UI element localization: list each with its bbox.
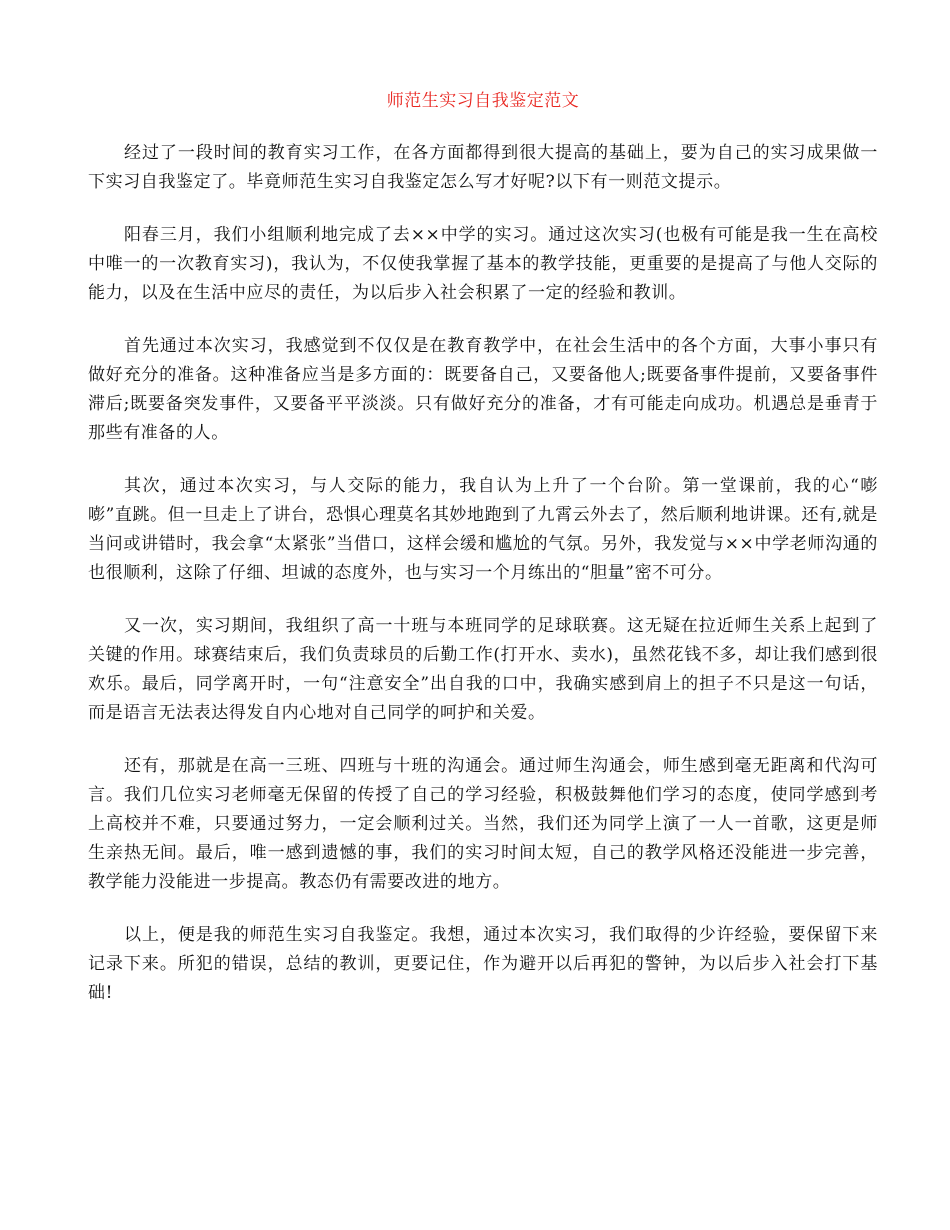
paragraph-football-match: 又一次，实习期间，我组织了高一十班与本班同学的足球联赛。这无疑在拉近师生关系上起到了关键的作用。球赛结束后，我们负责球员的后勤工作(打开水、卖水)，虽然花钱不多，却让我们感到很欢乐。最后，同学离开时，一句“注意安全”出自我的口中，我确实感到肩上的担子不只是这一句话，而是语言无法表达得发自内心地对自己同学的呵护和关爱。 (88, 616, 878, 723)
paragraph-class-meeting: 还有，那就是在高一三班、四班与十班的沟通会。通过师生沟通会，师生感到毫无距离和代沟可言。我们几位实习老师毫无保留的传授了自己的学习经验，积极鼓舞他们学习的态度，使同学感到考上高校并不难，只要通过努力，一定会顺利过关。当然，我们还为同学上演了一人一首歌，这更是师生亲热无间。最后，唯一感到遗憾的事，我们的实习时间太短，自己的教学风格还没能进一步完善，教学能力没能进一步提高。教态仍有需要改进的地方。 (88, 756, 878, 892)
paragraph-preparation: 首先通过本次实习，我感觉到不仅仅是在教育教学中，在社会生活中的各个方面，大事小事只有做好充分的准备。这种准备应当是多方面的：既要备自己，又要备他人;既要备事件提前，又要备事件滞后;既要备突发事件，又要备平平淡淡。只有做好充分的准备，才有可能走向成功。机遇总是垂青于那些有准备的人。 (88, 336, 878, 443)
paragraph-internship-overview: 阳春三月，我们小组顺利地完成了去××中学的实习。通过这次实习(也极有可能是我一生在高校中唯一的一次教育实习)，我认为，不仅使我掌握了基本的教学技能，更重要的是提高了与他人交际的能力，以及在生活中应尽的责任，为以后步入社会积累了一定的经验和教训。 (88, 225, 878, 303)
document-title: 师范生实习自我鉴定范文 (386, 91, 580, 111)
paragraph-intro: 经过了一段时间的教育实习工作，在各方面都得到很大提高的基础上，要为自己的实习成果做一下实习自我鉴定了。毕竟师范生实习自我鉴定怎么写才好呢?以下有一则范文提示。 (88, 143, 878, 192)
document-page (88, 82, 878, 1032)
paragraph-communication: 其次，通过本次实习，与人交际的能力，我自认为上升了一个台阶。第一堂课前，我的心“嘭嘭”直跳。但一旦走上了讲台，恐惧心理莫名其妙地跑到了九霄云外去了，然后顺利地讲课。还有,就是当问或讲错时，我会拿“太紧张”当借口，这样会缓和尴尬的气氛。另外，我发觉与××中学老师沟通的也很顺利，这除了仔细、坦诚的态度外，也与实习一个月练出的“胆量”密不可分。 (88, 476, 878, 583)
paragraph-conclusion: 以上，便是我的师范生实习自我鉴定。我想，通过本次实习，我们取得的少许经验，要保留下来记录下来。所犯的错误，总结的教训，更要记住，作为避开以后再犯的警钟，为以后步入社会打下基础! (88, 925, 878, 1003)
